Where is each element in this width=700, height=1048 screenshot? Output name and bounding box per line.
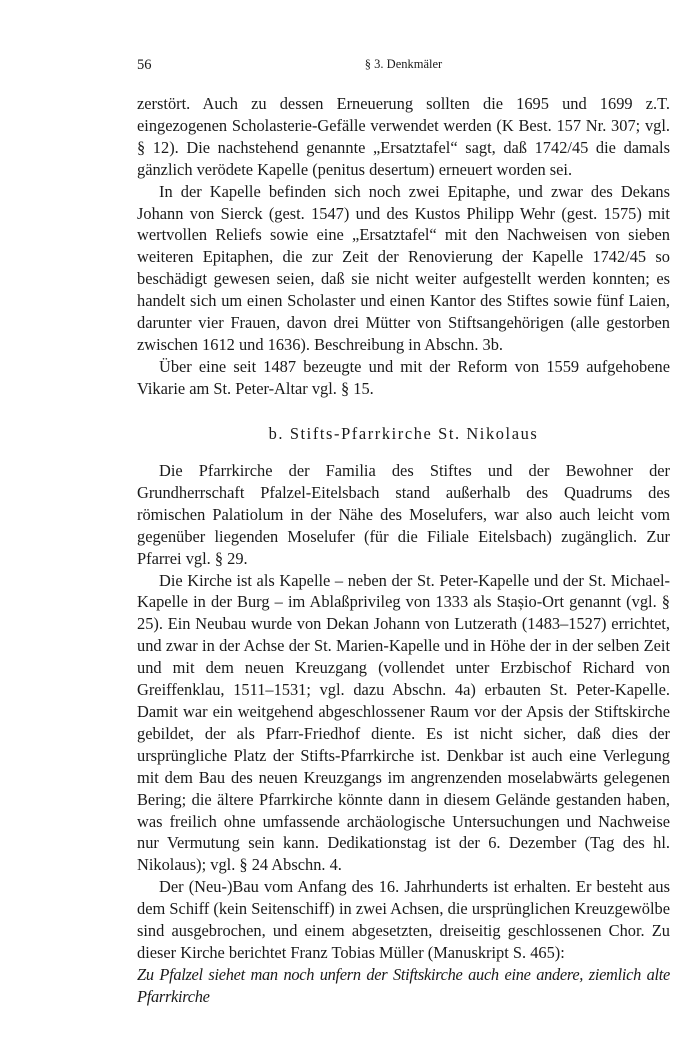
paragraph: Die Pfarrkirche der Familia des Stiftes und der Bewohner der Grundherrschaft Pfalzel-Eitelsbach stand außerhalb des Quadrums des römischen Palatiolum in der Nähe des Moselufers, war also auch leicht vom gegenüber liegenden Moselufer (für die Filiale Eitelsbach) zugänglich. Zur Pfarrei vgl. § 29. [137, 461, 670, 568]
paragraph: In der Kapelle befinden sich noch zwei Epitaphe, und zwar des Dekans Johann von Sierck (gest. 1547) und des Kustos Philipp Wehr (gest. 1575) mit wertvollen Reliefs sowie eine „Ersatztafel“ mit den Nachweisen von sieben weiteren Epitaphen, die zur Zeit der Renovierung der Kapelle 1742/45 so beschädigt gewesen seien, daß sie nicht weiter aufgestellt werden konnten; es handelt sich um einen Scholaster und einen Kantor des Stiftes sowie fünf Laien, darunter vier Frauen, davon drei Mütter von Stiftsangehörigen (alle gestorben zwischen 1612 und 1636). Beschreibung in Abschn. 3b. [137, 181, 670, 354]
paragraph: zerstört. Auch zu dessen Erneuerung sollten die 1695 und 1699 z.T. eingezogenen Scholasterie-Gefälle verwendet werden (K Best. 157 Nr. 307; vgl. § 12). Die nachstehend genannte „Ersatztafel“ sagt, daß 1742/45 die damals gänzlich verödete Kapelle (penitus desertum) erneuert worden sei. [137, 94, 670, 179]
running-title: § 3. Denkmäler [364, 57, 443, 71]
quotation-line: Zu Pfalzel siehet man noch unfern der Stiftskirche auch eine andere, ziemlich alte Pfarrkirche [137, 964, 670, 1006]
page-header [137, 57, 670, 79]
paragraph: Der (Neu-)Bau vom Anfang des 16. Jahrhunderts ist erhalten. Er besteht aus dem Schiff (kein Seitenschiff) in zwei Achsen, die ursprünglichen Kreuzgewölbe sind ausgebrochen, und einem abgesetzten, dreiseitig geschlossenen Chor. Zu dieser Kirche berichtet Franz Tobias Müller (Manuskript S. 465): [137, 877, 670, 962]
section-heading: b. Stifts-Pfarrkirche St. Nikolaus [268, 424, 539, 443]
section-b-text [137, 460, 670, 1008]
section-a-text [137, 93, 670, 400]
page-number: 56 [137, 57, 152, 73]
paragraph: Über eine seit 1487 bezeugte und mit der Reform von 1559 aufgehobene Vikarie am St. Peter-Altar vgl. § 15. [137, 356, 670, 398]
paragraph: Die Kirche ist als Kapelle – neben der St. Peter-Kapelle und der St. Michael-Kapelle in der Burg – im Ablaßprivileg von 1333 als Stașio-Ort genannt (vgl. § 25). Ein Neubau wurde von Dekan Johann von Lutzerath (1483–1527) errichtet, und zwar in der Achse der St. Marien-Kapelle und in Höhe der in der selben Zeit und mit dem neuen Kreuzgang (vollendet unter Erzbischof Richard von Greiffenklau, 1511–1531; vgl. dazu Abschn. 4a) erbauten St. Peter-Kapelle. Damit war ein weitgehend abgeschlossener Raum vor der Apsis der Stiftskirche gebildet, der als Pfarr-Friedhof diente. Es ist nicht sicher, daß dies der ursprüngliche Platz der Stifts-Pfarrkirche ist. Denkbar ist auch eine Verlegung mit dem Bau des neuen Kreuzgangs im angrenzenden moselabwärts gelegenen Bering; die ältere Pfarrkirche könnte dann in diesem Gelände gestanden haben, was freilich ohne umfassende archäologische Untersuchungen und Nachweise nur Vermutung sein kann. Dedikationstag ist der 6. Dezember (Tag des hl. Nikolaus); vgl. § 24 Abschn. 4. [137, 570, 670, 875]
